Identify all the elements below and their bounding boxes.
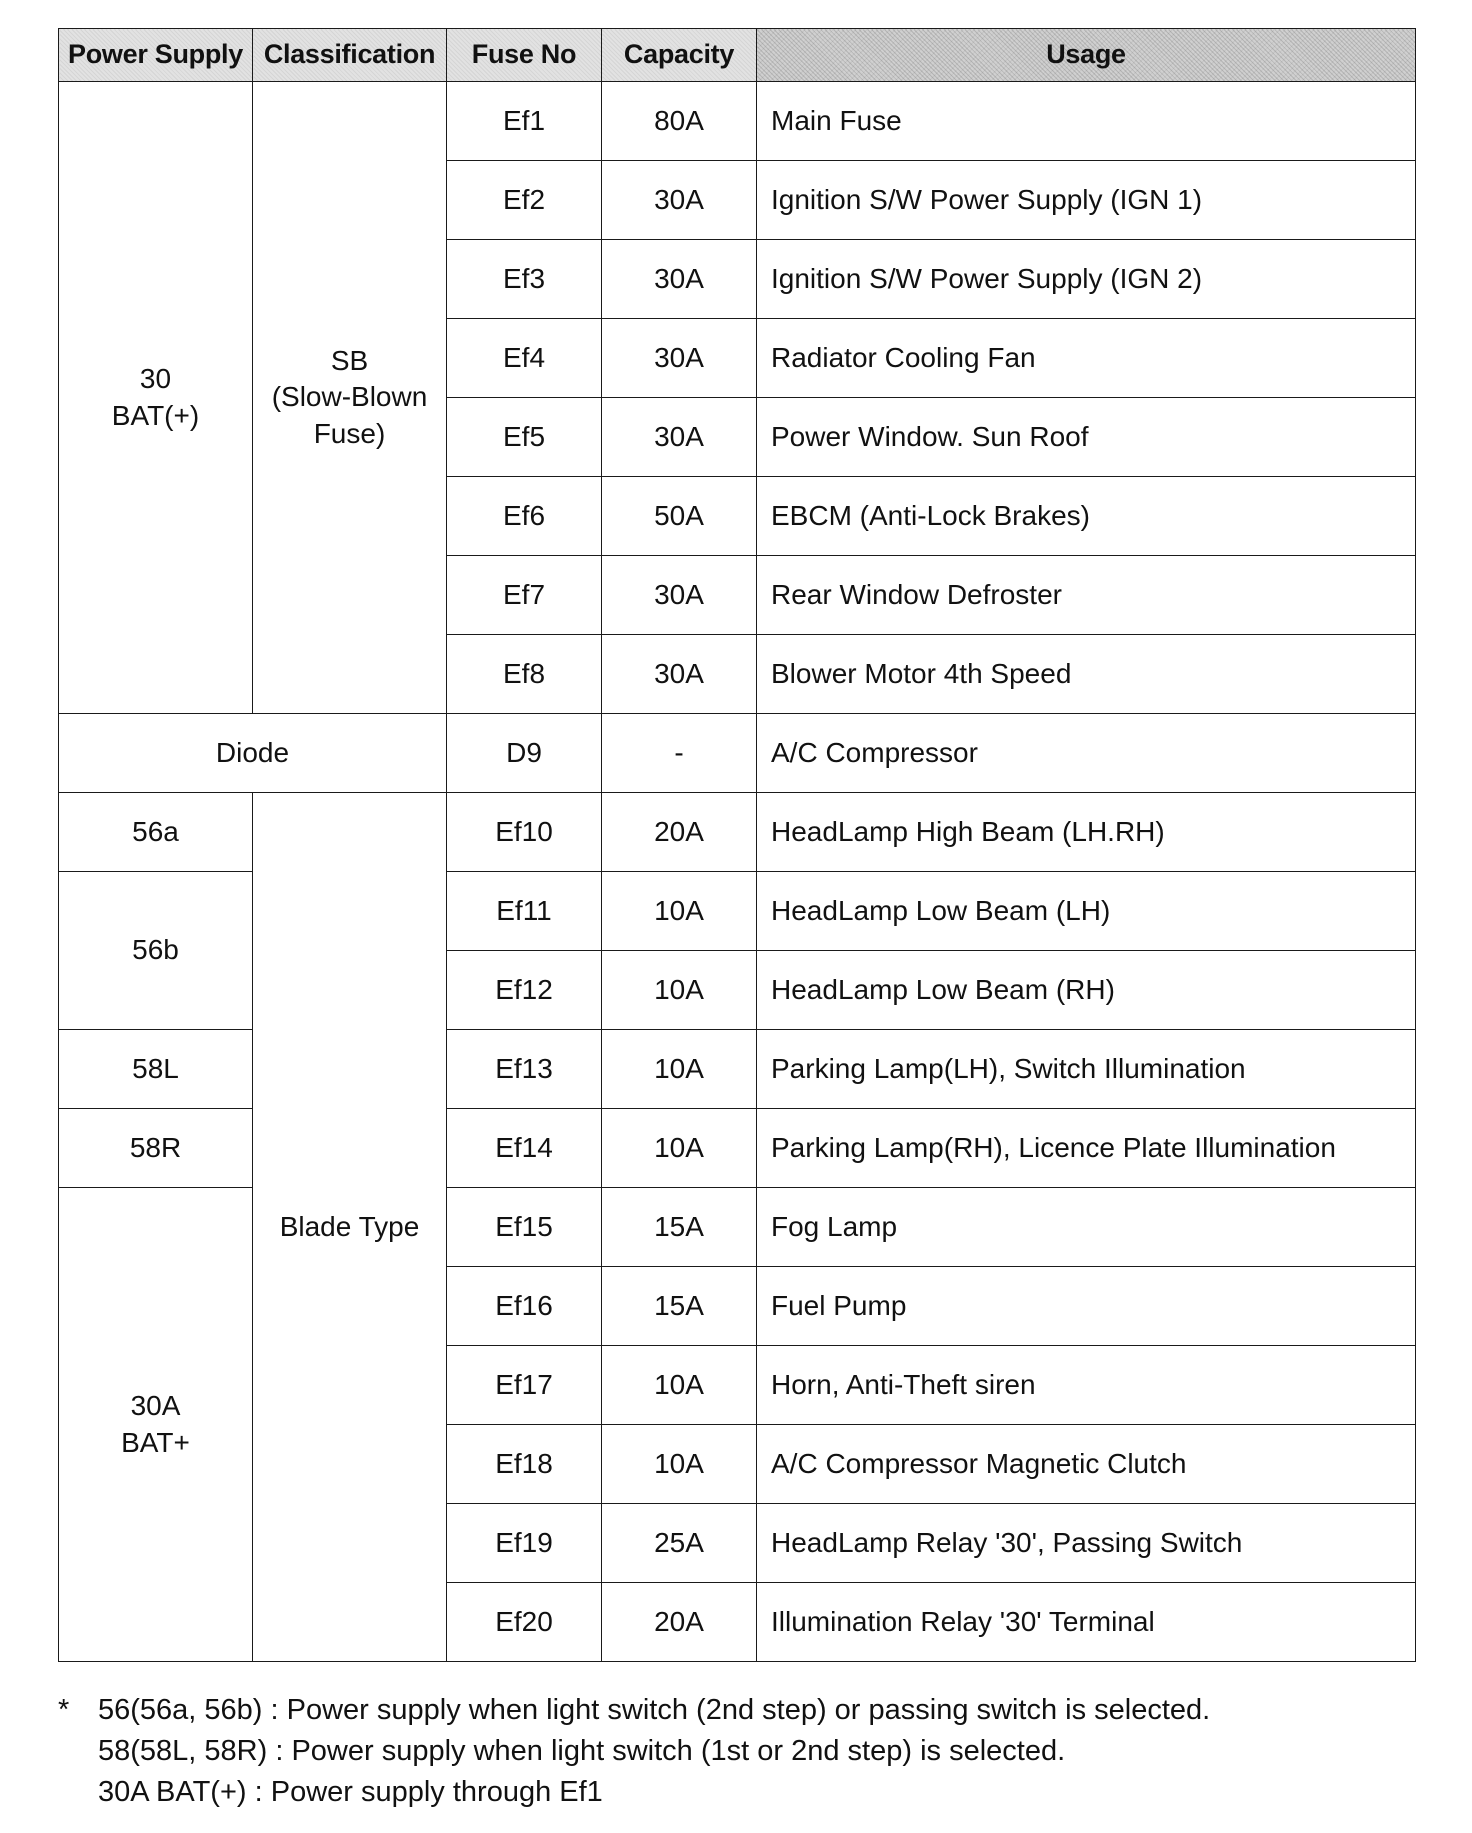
capacity-cell: 80A — [602, 82, 757, 161]
usage-cell: HeadLamp Low Beam (LH) — [757, 872, 1416, 951]
capacity-cell: 30A — [602, 556, 757, 635]
power-supply-56a: 56a — [59, 793, 253, 872]
usage-cell: Fuel Pump — [757, 1267, 1416, 1346]
header-classification: Classification — [253, 29, 447, 82]
header-row — [59, 29, 1416, 82]
capacity-cell: 10A — [602, 951, 757, 1030]
capacity-cell: 25A — [602, 1504, 757, 1583]
capacity-cell: 10A — [602, 1030, 757, 1109]
capacity-cell: 15A — [602, 1267, 757, 1346]
usage-cell: Horn, Anti-Theft siren — [757, 1346, 1416, 1425]
usage-cell: Parking Lamp(RH), Licence Plate Illumination — [757, 1109, 1416, 1188]
fuse-no-cell: Ef16 — [447, 1267, 602, 1346]
capacity-cell: 30A — [602, 240, 757, 319]
footnote-text: 58(58L, 58R) : Power supply when light switch (1st or 2nd step) is selected. — [98, 1735, 1066, 1767]
table-row — [59, 714, 1416, 793]
usage-cell: Power Window. Sun Roof — [757, 398, 1416, 477]
fuse-no-cell: Ef19 — [447, 1504, 602, 1583]
fuse-no-cell: Ef17 — [447, 1346, 602, 1425]
capacity-cell: 30A — [602, 635, 757, 714]
fuse-no-cell: Ef7 — [447, 556, 602, 635]
power-supply-30a-bat: 30A BAT+ — [59, 1188, 253, 1662]
power-supply-56b: 56b — [59, 872, 253, 1030]
usage-cell: Rear Window Defroster — [757, 556, 1416, 635]
capacity-cell: 10A — [602, 1425, 757, 1504]
fuse-no-cell: Ef13 — [447, 1030, 602, 1109]
fuse-no-cell: Ef2 — [447, 161, 602, 240]
classification-blade-type: Blade Type — [253, 793, 447, 1662]
usage-cell: Ignition S/W Power Supply (IGN 1) — [757, 161, 1416, 240]
table-row — [59, 793, 1416, 872]
fuse-no-cell: Ef8 — [447, 635, 602, 714]
fuse-no-cell: Ef5 — [447, 398, 602, 477]
fuse-no-cell: Ef11 — [447, 872, 602, 951]
fuse-no-cell: Ef1 — [447, 82, 602, 161]
usage-cell: EBCM (Anti-Lock Brakes) — [757, 477, 1416, 556]
table-row — [59, 82, 1416, 161]
capacity-cell: 30A — [602, 398, 757, 477]
fuse-no-cell: Ef18 — [447, 1425, 602, 1504]
fuse-no-cell: Ef15 — [447, 1188, 602, 1267]
fuse-no-cell: Ef10 — [447, 793, 602, 872]
fuse-no-cell: Ef12 — [447, 951, 602, 1030]
usage-cell: Blower Motor 4th Speed — [757, 635, 1416, 714]
fuse-no-cell: Ef14 — [447, 1109, 602, 1188]
capacity-cell: 30A — [602, 319, 757, 398]
classification-sb: SB (Slow-Blown Fuse) — [253, 82, 447, 714]
capacity-cell: 20A — [602, 793, 757, 872]
capacity-cell: 30A — [602, 161, 757, 240]
capacity-cell: 15A — [602, 1188, 757, 1267]
usage-cell: HeadLamp Relay '30', Passing Switch — [757, 1504, 1416, 1583]
header-fuse-no: Fuse No — [447, 29, 602, 82]
capacity-cell: 10A — [602, 872, 757, 951]
usage-cell: Radiator Cooling Fan — [757, 319, 1416, 398]
footnote-line — [58, 1690, 1438, 1731]
capacity-cell: 20A — [602, 1583, 757, 1662]
capacity-cell: 10A — [602, 1109, 757, 1188]
capacity-cell: 50A — [602, 477, 757, 556]
header-power-supply: Power Supply — [59, 29, 253, 82]
fuse-table — [58, 28, 1416, 1662]
usage-cell: Illumination Relay '30' Terminal — [757, 1583, 1416, 1662]
footnote-text: 30A BAT(+) : Power supply through Ef1 — [98, 1776, 603, 1808]
fuse-no-cell: D9 — [447, 714, 602, 793]
fuse-no-cell: Ef3 — [447, 240, 602, 319]
usage-cell: Main Fuse — [757, 82, 1416, 161]
fuse-no-cell: Ef6 — [447, 477, 602, 556]
usage-cell: HeadLamp High Beam (LH.RH) — [757, 793, 1416, 872]
header-capacity: Capacity — [602, 29, 757, 82]
footnote-line — [58, 1772, 1438, 1813]
usage-cell: HeadLamp Low Beam (RH) — [757, 951, 1416, 1030]
usage-cell: Fog Lamp — [757, 1188, 1416, 1267]
fuse-no-cell: Ef4 — [447, 319, 602, 398]
usage-cell: Parking Lamp(LH), Switch Illumination — [757, 1030, 1416, 1109]
header-usage: Usage — [757, 29, 1416, 82]
usage-cell: A/C Compressor — [757, 714, 1416, 793]
capacity-cell: 10A — [602, 1346, 757, 1425]
capacity-cell: - — [602, 714, 757, 793]
usage-cell: A/C Compressor Magnetic Clutch — [757, 1425, 1416, 1504]
fuse-no-cell: Ef20 — [447, 1583, 602, 1662]
power-supply-58l: 58L — [59, 1030, 253, 1109]
footnote-line — [58, 1731, 1438, 1772]
usage-cell: Ignition S/W Power Supply (IGN 2) — [757, 240, 1416, 319]
power-supply-58r: 58R — [59, 1109, 253, 1188]
classification-diode: Diode — [59, 714, 447, 793]
power-supply-30-bat: 30 BAT(+) — [59, 82, 253, 714]
footnote-marker: * — [58, 1694, 70, 1726]
footnote-text: 56(56a, 56b) : Power supply when light switch (2nd step) or passing switch is selected. — [98, 1694, 1211, 1726]
footnotes — [58, 1690, 1438, 1813]
